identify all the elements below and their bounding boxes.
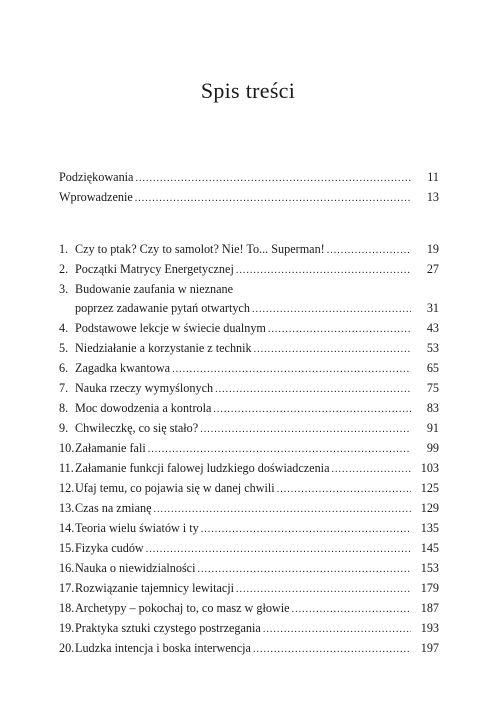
toc-entry-chapter-19[interactable] <box>59 619 439 639</box>
dot-leader <box>135 189 411 208</box>
toc-entry-number: 9. <box>59 421 69 435</box>
toc-entry-label-continued: poprzez zadawanie pytań otwartych <box>75 301 250 315</box>
dot-leader <box>268 320 411 339</box>
dot-leader <box>263 620 411 639</box>
toc-entry-page: 53 <box>426 341 439 355</box>
toc-entry-label: Moc dowodzenia a kontrola <box>75 401 212 415</box>
toc-entry-label: Załamanie fali <box>75 441 146 455</box>
toc-entry-page: 27 <box>426 262 439 276</box>
dot-leader <box>292 600 411 619</box>
toc-entry-label: Ufaj temu, co pojawia się w danej chwili <box>75 481 275 495</box>
dot-leader <box>146 540 411 559</box>
toc-front-matter <box>59 168 439 208</box>
toc-entry-chapter-16[interactable] <box>59 559 439 579</box>
toc-entry-page: 91 <box>426 421 439 435</box>
toc-entry-label: Archetypy – pokochaj to, co masz w głowie <box>75 601 290 615</box>
toc-entry-label: Nauka rzeczy wymyślonych <box>75 381 214 395</box>
toc-entry-chapter-13[interactable] <box>59 499 439 519</box>
toc-entry-chapter-3[interactable] <box>59 280 439 319</box>
toc-entry-number: 14. <box>59 521 75 535</box>
toc-entry-number: 2. <box>59 262 69 276</box>
toc-entry-page: 145 <box>420 541 439 555</box>
toc-entry-chapter-18[interactable] <box>59 599 439 619</box>
dot-leader <box>215 380 411 399</box>
toc-entry-label: Budowanie zaufania w nieznane <box>75 282 234 296</box>
toc-entry-chapter-10[interactable] <box>59 439 439 459</box>
toc-entry-page: 197 <box>420 641 439 655</box>
toc-entry-introduction[interactable] <box>59 188 439 208</box>
toc-entry-chapter-9[interactable] <box>59 419 439 439</box>
toc-entry-label: Podstawowe lekcje w świecie dualnym <box>75 321 266 335</box>
dot-leader <box>135 169 411 188</box>
toc-entry-label: Fizyka cudów <box>75 541 144 555</box>
dot-leader <box>277 480 411 499</box>
toc-entry-label: Zagadka kwantowa <box>75 361 171 375</box>
dot-leader <box>253 640 411 659</box>
toc-entry-page: 13 <box>426 190 439 204</box>
toc-entry-chapter-7[interactable] <box>59 379 439 399</box>
toc-entry-page: 43 <box>426 321 439 335</box>
toc-entry-label: Praktyka sztuki czystego postrzegania <box>75 621 261 635</box>
toc-entry-label: Chwileczkę, co się stało? <box>75 421 199 435</box>
toc-entry-page: 179 <box>420 581 439 595</box>
toc-entry-number: 17. <box>59 581 75 595</box>
toc-entry-chapter-5[interactable] <box>59 339 439 359</box>
toc-entry-page: 135 <box>420 521 439 535</box>
toc-entry-number: 12. <box>59 481 75 495</box>
toc-entry-number: 4. <box>59 321 69 335</box>
toc-entry-page: 103 <box>420 461 439 475</box>
toc-entry-page: 153 <box>420 561 439 575</box>
toc-entry-chapter-17[interactable] <box>59 579 439 599</box>
dot-leader <box>236 580 411 599</box>
toc-entry-page: 187 <box>420 601 439 615</box>
toc-entry-chapter-2[interactable] <box>59 260 439 280</box>
dot-leader <box>153 500 411 519</box>
page-title: Spis treści <box>200 78 296 103</box>
toc-entry-label: Teoria wielu światów i ty <box>75 521 199 535</box>
toc-entry-page: 83 <box>426 401 439 415</box>
toc-entry-number: 10. <box>59 441 75 455</box>
toc-entry-page: 31 <box>426 301 439 315</box>
toc-entry-label: Czas na zmianę <box>75 501 152 515</box>
toc-entry-label: Ludzka intencja i boska interwencja <box>75 641 251 655</box>
toc-entry-chapter-1[interactable] <box>59 240 439 260</box>
toc-entry-number: 16. <box>59 561 75 575</box>
toc-chapters <box>59 240 439 659</box>
toc-entry-page: 75 <box>426 381 439 395</box>
dot-leader <box>236 261 411 280</box>
toc-entry-label: Czy to ptak? Czy to samolot? Nie! To... Superman! <box>75 242 325 256</box>
dot-leader <box>213 400 411 419</box>
toc-entry-number: 1. <box>59 242 69 256</box>
toc-entry-label: Rozwiązanie tajemnicy lewitacji <box>75 581 235 595</box>
toc-entry-chapter-15[interactable] <box>59 539 439 559</box>
toc-entry-page: 193 <box>420 621 439 635</box>
toc-entry-page: 129 <box>420 501 439 515</box>
dot-leader <box>197 560 411 579</box>
toc-entry-number: 6. <box>59 361 69 375</box>
dot-leader <box>172 360 411 379</box>
toc-entry-page: 19 <box>426 242 439 256</box>
toc-entry-number: 8. <box>59 401 69 415</box>
toc-entry-label: Podziękowania <box>59 170 134 184</box>
toc-entry-number: 5. <box>59 341 69 355</box>
toc-entry-number: 19. <box>59 621 75 635</box>
toc-entry-chapter-20[interactable] <box>59 639 439 659</box>
toc-entry-acknowledgements[interactable] <box>59 168 439 188</box>
dot-leader <box>252 300 411 319</box>
dot-leader <box>327 241 411 260</box>
dot-leader <box>254 340 411 359</box>
dot-leader <box>200 420 411 439</box>
toc-entry-number: 7. <box>59 381 69 395</box>
toc-entry-page: 65 <box>426 361 439 375</box>
toc-entry-number: 13. <box>59 501 75 515</box>
toc-entry-page: 11 <box>427 170 439 184</box>
toc-entry-label: Wprowadzenie <box>59 190 133 204</box>
toc-entry-number: 18. <box>59 601 75 615</box>
toc-entry-page: 125 <box>420 481 439 495</box>
toc-entry-chapter-14[interactable] <box>59 519 439 539</box>
toc-entry-number: 3. <box>59 282 69 296</box>
toc-entry-chapter-8[interactable] <box>59 399 439 419</box>
dot-leader <box>201 520 411 539</box>
toc-entry-chapter-4[interactable] <box>59 319 439 339</box>
toc-entry-chapter-12[interactable] <box>59 479 439 499</box>
toc-entry-label: Niedziałanie a korzystanie z technik <box>75 341 252 355</box>
toc-entry-page: 99 <box>426 441 439 455</box>
toc-entry-number: 15. <box>59 541 75 555</box>
dot-leader <box>148 440 411 459</box>
toc-entry-chapter-11[interactable] <box>59 459 439 479</box>
toc-entry-number: 20. <box>59 641 75 655</box>
toc-entry-label: Załamanie funkcji falowej ludzkiego doświadczenia <box>75 461 330 475</box>
toc-entry-chapter-6[interactable] <box>59 359 439 379</box>
dot-leader <box>331 460 411 479</box>
toc-entry-number: 11. <box>59 461 74 475</box>
toc-entry-label: Początki Matrycy Energetycznej <box>75 262 234 276</box>
toc-entry-label: Nauka o niewidzialności <box>75 561 196 575</box>
